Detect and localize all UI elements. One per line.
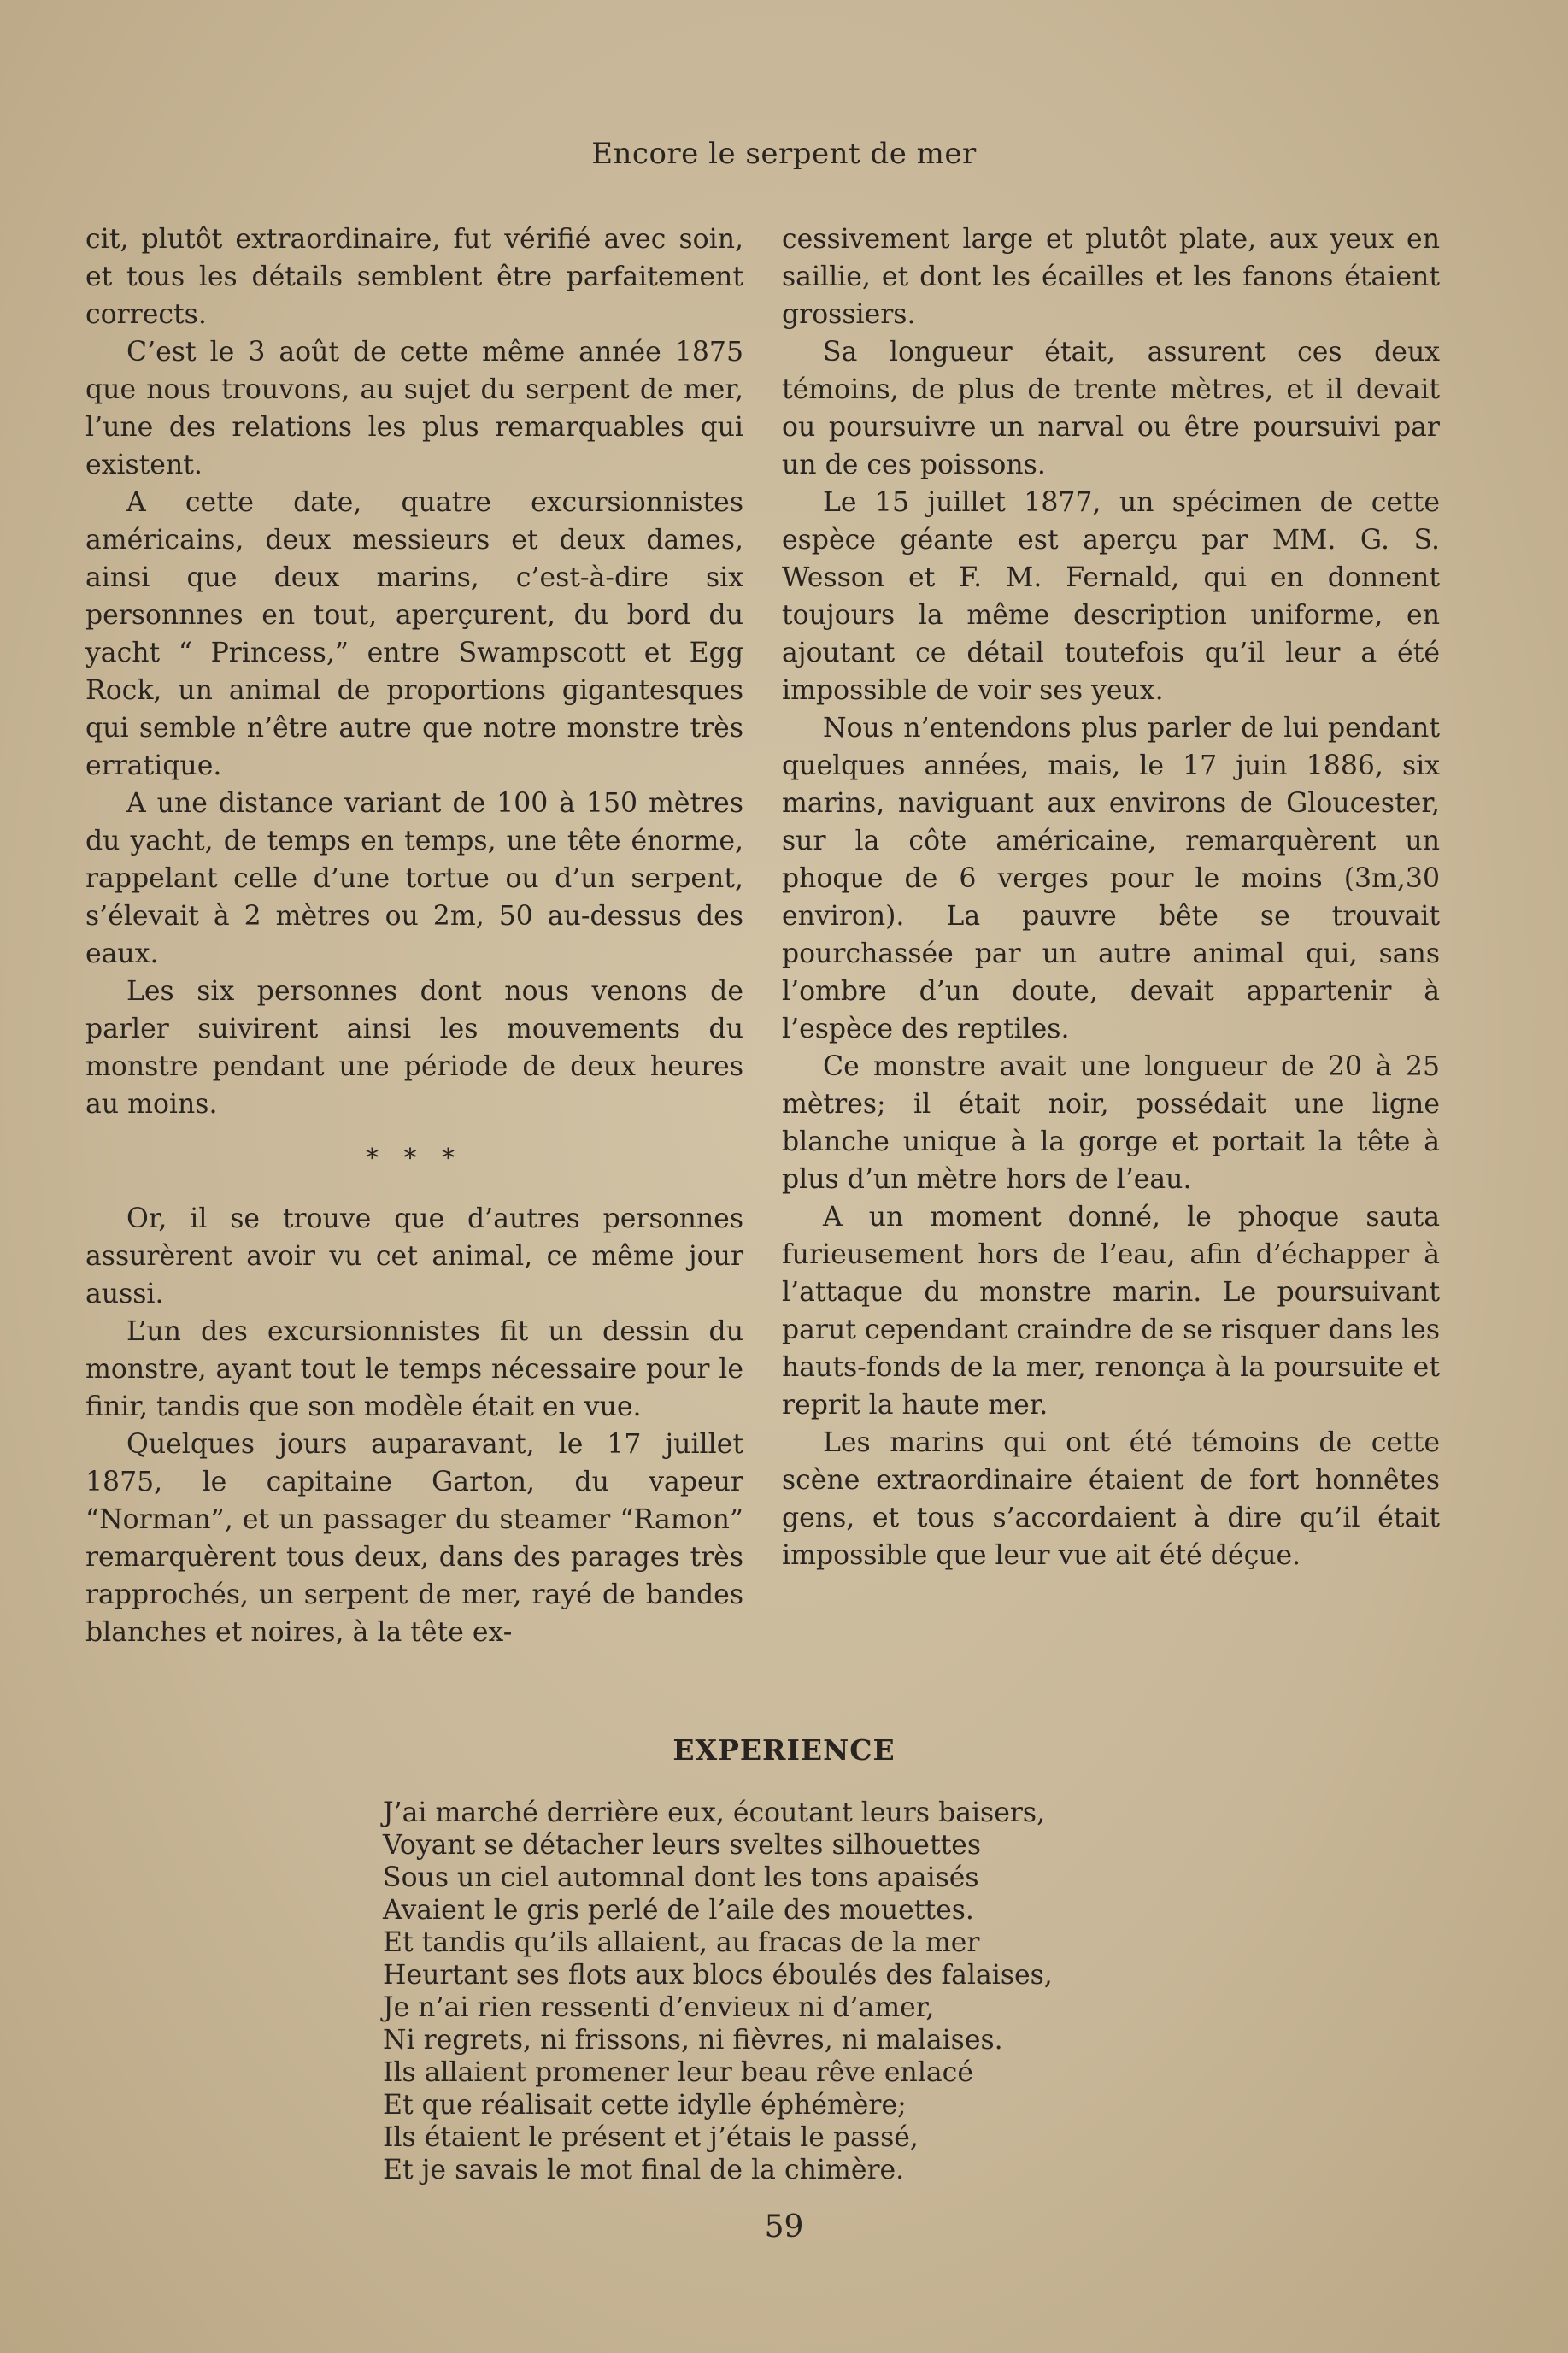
poem-line: Heurtant ses flots aux blocs éboulés des falaises, [383,1960,1053,1991]
poem-title: EXPERIENCE [672,1733,896,1767]
page-number: 59 [764,2209,804,2244]
paragraph: cit, plutôt extraordinaire, fut vérifié avec soin, et tous les détails semblent être parfaitement corrects. [85,224,743,330]
paragraph: A un moment donné, le phoque sauta furieusement hors de l’eau, afin d’échapper à l’attaque du monstre marin. Le poursuivant parut cependant craindre de se risquer dans les hauts-fonds de la mer, renonça à la poursuite et reprit la haute mer. [782,1202,1440,1421]
paragraph: Ce monstre avait une longueur de 20 à 25 mètres; il était noir, possédait une ligne blanche unique à la gorge et portait la tête à plus d’un mètre hors de l’eau. [782,1051,1440,1195]
left-column [85,221,743,1651]
paragraph: C’est le 3 août de cette même année 1875 que nous trouvons, au sujet du serpent de mer, l’une des relations les plus remarquables qui existent. [85,337,743,480]
paragraph: Les marins qui ont été témoins de cette scène extraordinaire étaient de fort honnêtes gens, et tous s’accordaient à dire qu’il était impossible que leur vue ait été déçue. [782,1427,1440,1571]
right-column [782,221,1440,1574]
paragraph: Sa longueur était, assurent ces deux témoins, de plus de trente mètres, et il devait ou poursuivre un narval ou être poursuivi par un de ces poissons. [782,337,1440,480]
left-column-text-after [85,1200,743,1651]
paragraph: Or, il se trouve que d’autres personnes assurèrent avoir vu cet animal, ce même jour aussi. [85,1203,743,1309]
paragraph: A une distance variant de 100 à 150 mètres du yacht, de temps en temps, une tête énorme, rappelant celle d’une tortue ou d’un serpent, s’élevait à 2 mètres ou 2m, 50 au-dessus des eaux. [85,788,743,969]
poem-line: Et je savais le mot final de la chimère. [383,2155,905,2185]
paragraph: Nous n’entendons plus parler de lui pendant quelques années, mais, le 17 juin 1886, six marins, naviguant aux environs de Gloucester, sur la côte américaine, remarquèrent un phoque de 6 verges pour le moins (3m,30 environ). La pauvre bête se trouvait pourchassée par un autre animal qui, sans l’ombre d’un doute, devait appartenir à l’espèce des reptiles. [782,713,1440,1044]
paragraph: L’un des excursionnistes fit un dessin du monstre, ayant tout le temps nécessaire pour le finir, tandis que son modèle était en vue. [85,1316,743,1422]
paragraph: cessivement large et plutôt plate, aux yeux en saillie, et dont les écailles et les fanons étaient grossiers. [782,224,1440,330]
poem-line: Ils étaient le présent et j’étais le passé, [383,2122,919,2153]
poem-line: Voyant se détacher leurs sveltes silhouettes [383,1830,982,1861]
poem-line: Sous un ciel automnal dont les tons apaisés [383,1862,979,1893]
poem-line: J’ai marché derrière eux, écoutant leurs baisers, [383,1797,1046,1828]
paragraph: A cette date, quatre excursionnistes américains, deux messieurs et deux dames, ainsi que deux marins, c’est-à-dire six personnnes en tout, aperçurent, du bord du yacht “ Princess,” entre Swampscott et Egg Rock, un animal de proportions gigantesques qui semble n’être autre que notre monstre très erratique. [85,487,743,781]
paragraph: Quelques jours auparavant, le 17 juillet 1875, le capitaine Garton, du vapeur “Norman”, et un passager du steamer “Ramon” remarquèrent tous deux, dans des parages très rapprochés, un serpent de mer, rayé de bandes blanches et noires, à la tête ex- [85,1429,743,1648]
paragraph: Les six personnes dont nous venons de parler suivirent ainsi les mouvements du monstre pendant une période de deux heures au moins. [85,976,743,1120]
poem-line: Et que réalisait cette idylle éphémère; [383,2090,907,2121]
poem-line: Et tandis qu’ils allaient, au fracas de la mer [383,1927,980,1958]
right-column-text [782,221,1440,1574]
left-column-text [85,221,743,1123]
section-separator: * * * [365,1144,464,1174]
running-head: Encore le serpent de mer [591,137,977,171]
poem-line: Ils allaient promener leur beau rêve enlacé [383,2057,973,2088]
poem-line: Avaient le gris perlé de l’aile des mouettes. [383,1895,974,1926]
poem-line: Je n’ai rien ressenti d’envieux ni d’amer, [383,1992,935,2023]
poem [383,1797,1237,2186]
paragraph: Le 15 juillet 1877, un spécimen de cette espèce géante est aperçu par MM. G. S. Wesson et F. M. Fernald, qui en donnent toujours la même description uniforme, en ajoutant ce détail toutefois qu’il leur a été impossible de voir ses yeux. [782,487,1440,706]
poem-line: Ni regrets, ni frissons, ni fièvres, ni malaises. [383,2025,1003,2056]
